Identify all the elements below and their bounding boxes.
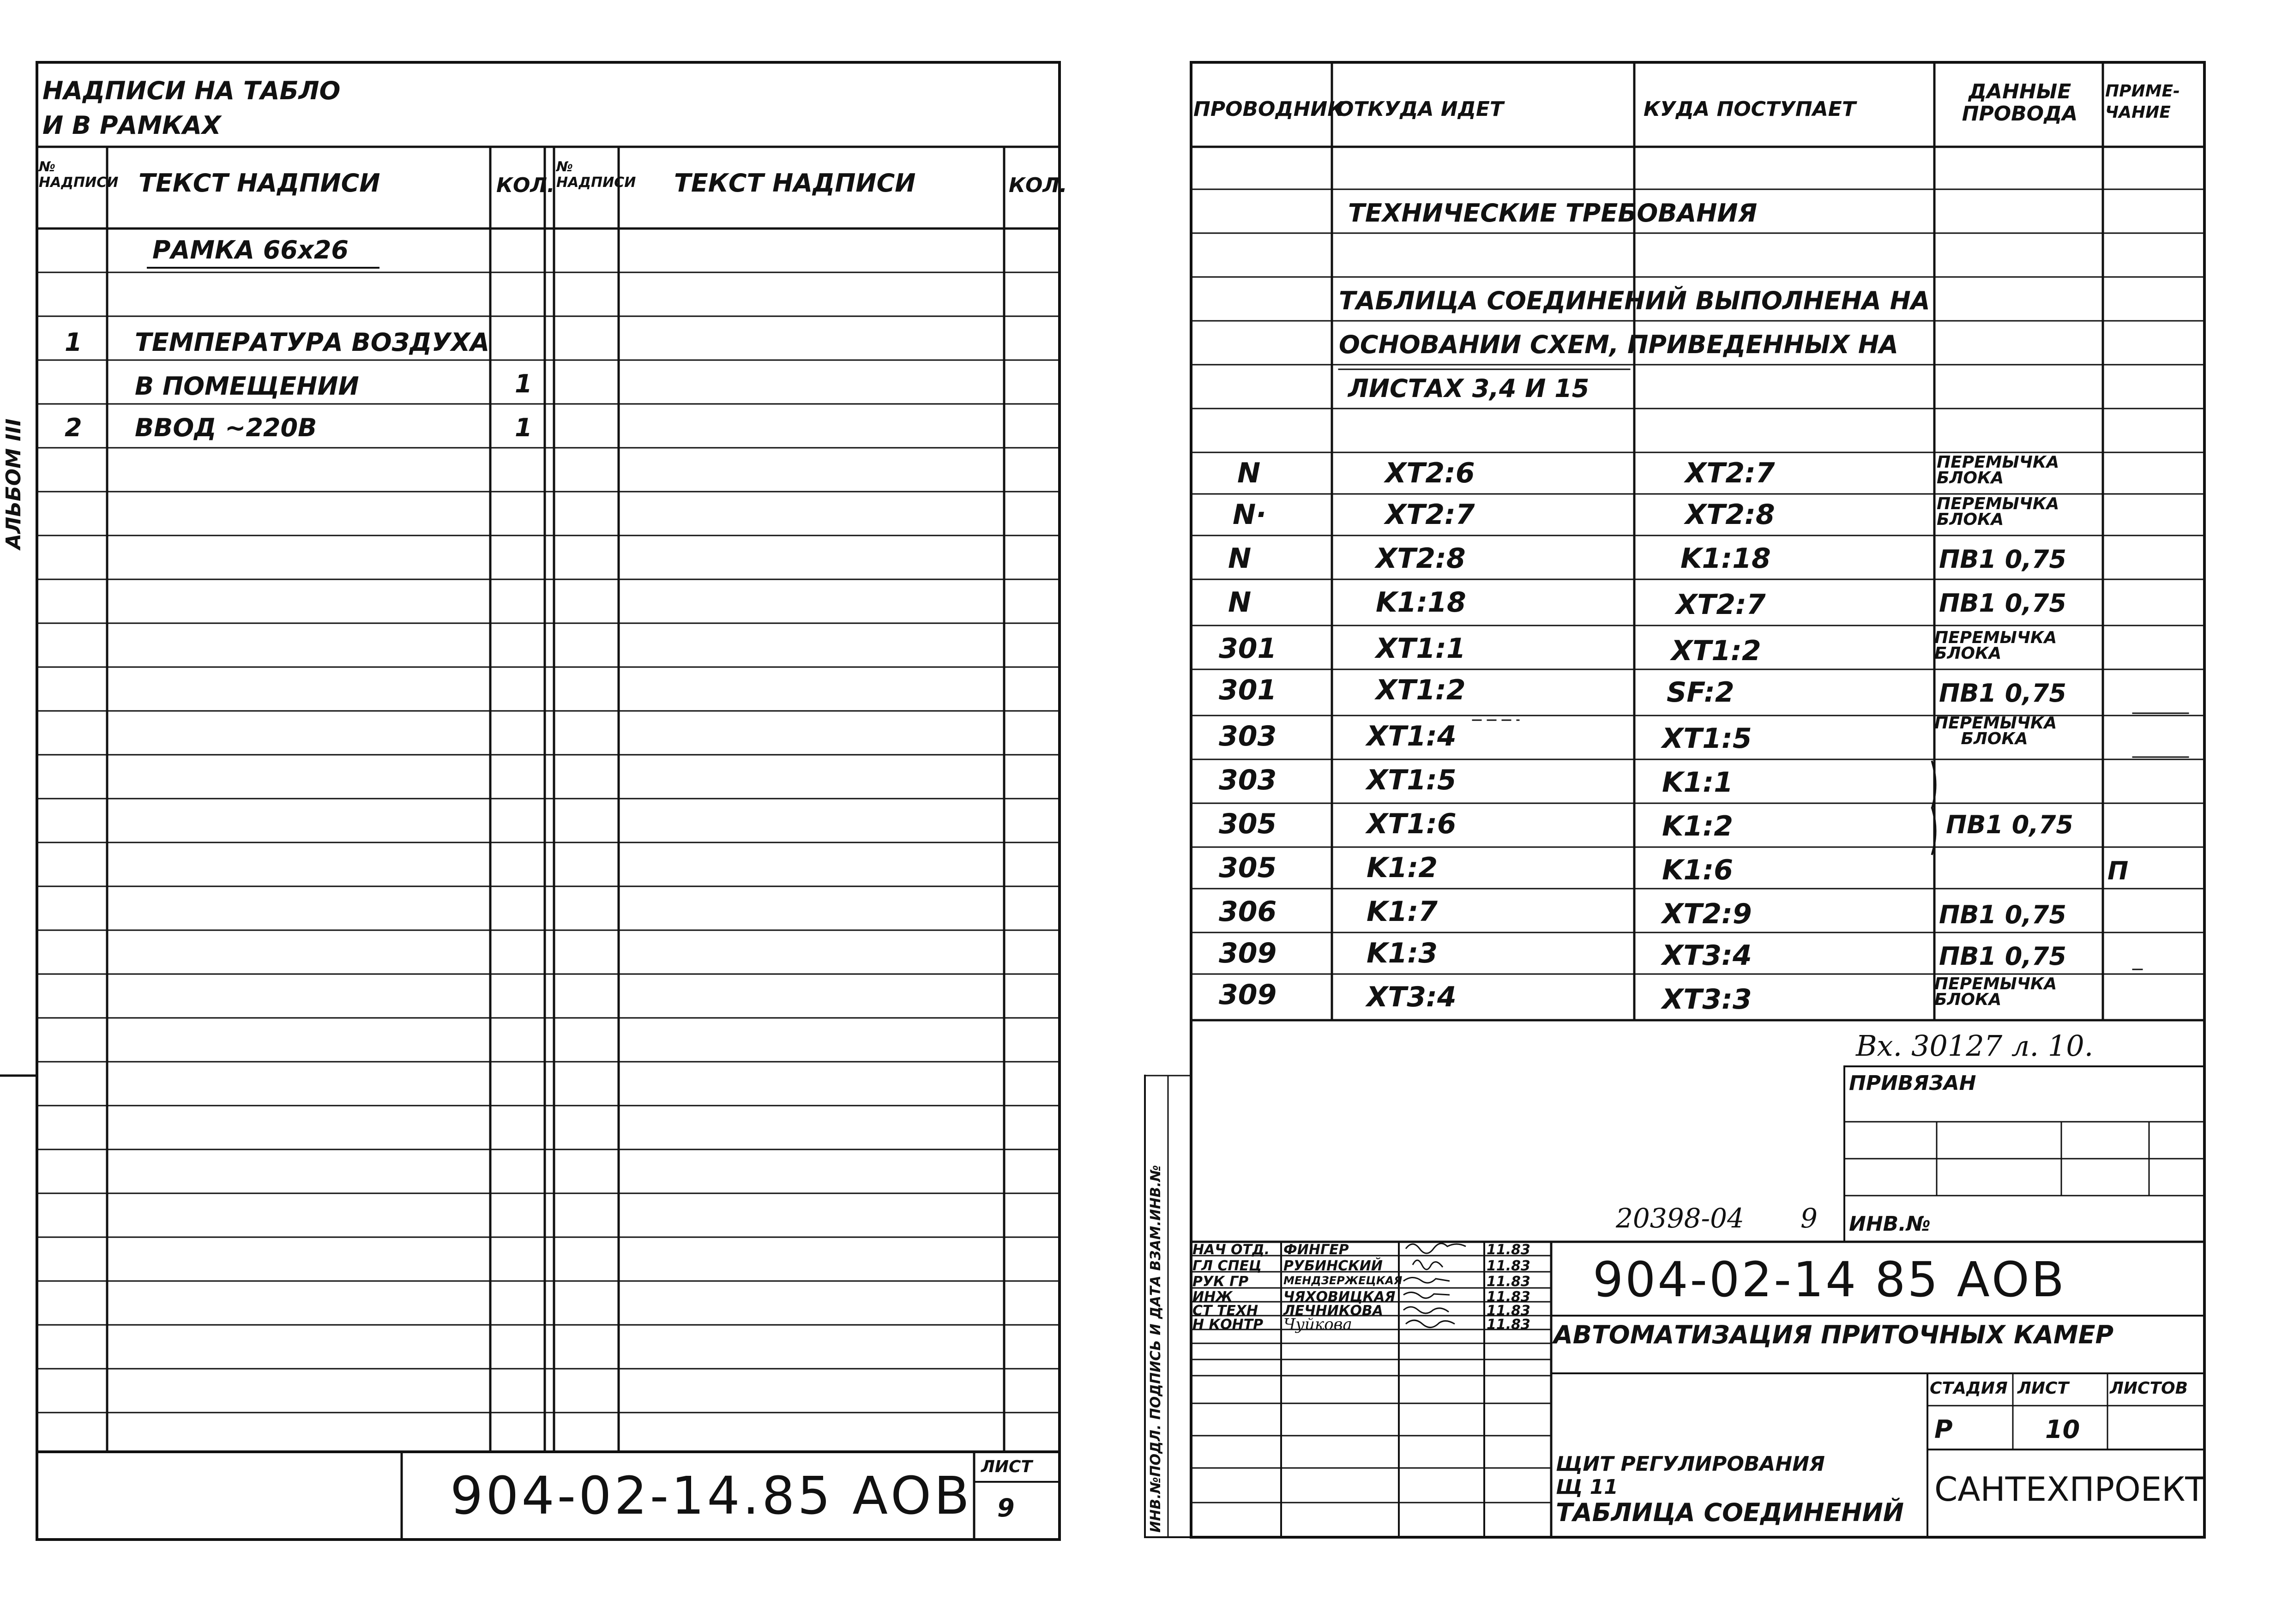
tech-req-line: ОСНОВАНИИ СХЕМ, ПРИВЕДЕННЫХ НА xyxy=(1339,330,1898,359)
left-header-line1: НАДПИСИ НА ТАБЛО xyxy=(42,76,341,105)
conn-from: K1:18 xyxy=(1376,586,1466,619)
conn-wire: 301 xyxy=(1219,674,1277,706)
sheet-header: ЛИСТ xyxy=(2017,1379,2069,1398)
col-header-data: ДАННЫЕ ПРОВОДА xyxy=(1962,80,2078,126)
conn-wire: N xyxy=(1228,542,1252,575)
stamp-sheet: 9 xyxy=(1800,1203,1818,1234)
left-row-text: РАМКА 66х26 xyxy=(152,235,349,265)
conn-data: ПВ1 0,75 xyxy=(1946,810,2073,839)
left-row-no: 2 xyxy=(65,413,82,442)
sig-date: 11.83 xyxy=(1487,1258,1530,1274)
sig-role: НАЧ ОТД. xyxy=(1192,1242,1270,1258)
sig-name: МЕНДЗЕРЖЕЦКАЯ xyxy=(1283,1274,1403,1287)
conn-wire: N· xyxy=(1233,499,1267,531)
left-sheet-no: 9 xyxy=(997,1493,1015,1522)
conn-data: ПЕРЕМЫЧКА БЛОКА xyxy=(1934,628,2057,663)
left-row-text: ТЕМПЕРАТУРА ВОЗДУХА xyxy=(135,328,490,357)
sheets-header: ЛИСТОВ xyxy=(2110,1379,2188,1398)
organization-name: САНТЕХПРОЕКТ xyxy=(1934,1470,2206,1509)
sig-role: РУК ГР xyxy=(1192,1274,1249,1290)
conn-data: ПЕРЕМЫЧКА БЛОКА xyxy=(1934,974,2057,1009)
conn-data: ПВ1 0,75 xyxy=(1939,942,2066,971)
conn-data: ПВ1 0,75 xyxy=(1939,545,2066,574)
conn-from: XT1:4 xyxy=(1367,720,1457,752)
left-row-text: В ПОМЕЩЕНИИ xyxy=(135,372,359,401)
left-header-line2: И В РАМКАХ xyxy=(42,111,221,140)
conn-wire: 303 xyxy=(1219,720,1277,752)
sig-role: Н КОНТР xyxy=(1192,1317,1264,1333)
stage-value: Р xyxy=(1934,1415,1953,1444)
conn-wire: N xyxy=(1237,457,1261,489)
tech-req-title: ТЕХНИЧЕСКИЕ ТРЕБОВАНИЯ xyxy=(1348,198,1758,228)
col-header-no: № НАДПИСИ xyxy=(39,159,119,191)
stamp-number: 20398-04 xyxy=(1616,1203,1744,1234)
conn-to: K1:6 xyxy=(1662,854,1733,886)
tech-req-line: ТАБЛИЦА СОЕДИНЕНИЙ ВЫПОЛНЕНА НА xyxy=(1339,286,1930,315)
conn-wire: 306 xyxy=(1219,896,1277,928)
col-header-to: КУДА ПОСТУПАЕТ xyxy=(1644,97,1856,121)
sig-name: ЛЕЧНИКОВА xyxy=(1283,1303,1383,1319)
conn-data: ПЕРЕМЫЧКА БЛОКА xyxy=(1934,714,2057,748)
conn-wire: 305 xyxy=(1219,852,1277,884)
conn-wire: 309 xyxy=(1219,979,1277,1011)
conn-wire: 305 xyxy=(1219,808,1277,840)
conn-to: XT3:4 xyxy=(1662,939,1752,972)
drawing-title-2: Щ 11 xyxy=(1556,1475,1618,1499)
conn-from: XT2:8 xyxy=(1376,542,1466,575)
conn-wire: 309 xyxy=(1219,937,1277,969)
left-row-qty: 1 xyxy=(515,369,532,398)
conn-wire: 301 xyxy=(1219,632,1277,665)
left-doc-code: 904-02-14.85 АОВ xyxy=(450,1466,972,1526)
conn-to: K1:1 xyxy=(1662,766,1733,799)
privyazan-label: ПРИВЯЗАН xyxy=(1849,1071,1976,1095)
conn-from: XT2:6 xyxy=(1385,457,1475,489)
conn-from: XT3:4 xyxy=(1367,981,1457,1013)
sig-date: 11.83 xyxy=(1487,1317,1530,1333)
project-title: АВТОМАТИЗАЦИЯ ПРИТОЧНЫХ КАМЕР xyxy=(1553,1320,2114,1349)
handwritten-ref: Вх. 30127 л. 10. xyxy=(1856,1029,2094,1063)
sig-date: 11.83 xyxy=(1487,1289,1530,1305)
conn-to: XT2:7 xyxy=(1685,457,1775,489)
sig-date: 11.83 xyxy=(1487,1303,1530,1319)
conn-data: ПВ1 0,75 xyxy=(1939,589,2066,618)
left-row-text: ВВОД ~220В xyxy=(135,413,317,442)
col-header-note: ПРИМЕ-ЧАНИЕ xyxy=(2105,82,2180,122)
sig-name: РУБИНСКИЙ xyxy=(1283,1258,1383,1274)
sig-role: СТ ТЕХН xyxy=(1192,1303,1258,1319)
sig-role: ГЛ СПЕЦ xyxy=(1192,1258,1262,1274)
conn-to: XT2:8 xyxy=(1685,499,1775,531)
sheet-no-value: 10 xyxy=(2045,1415,2080,1444)
conn-wire: 303 xyxy=(1219,764,1277,796)
conn-to: SF:2 xyxy=(1667,676,1734,709)
left-row-no: 1 xyxy=(65,328,82,357)
drawing-title-3: ТАБЛИЦА СОЕДИНЕНИЙ xyxy=(1556,1498,1904,1527)
conn-data: ПВ1 0,75 xyxy=(1939,900,2066,929)
drawing-title-1: ЩИТ РЕГУЛИРОВАНИЯ xyxy=(1556,1452,1825,1476)
side-strip-label: ИНВ.№ПОДЛ. ПОДПИСЬ И ДАТА ВЗАМ.ИНВ.№ xyxy=(1148,1165,1164,1533)
conn-to: K1:2 xyxy=(1662,810,1733,842)
conn-from: XT1:6 xyxy=(1367,808,1457,840)
conn-to: XT1:2 xyxy=(1671,635,1761,667)
right-doc-code: 904-02-14 85 АОВ xyxy=(1593,1251,2066,1308)
col-header-text-2: ТЕКСТ НАДПИСИ xyxy=(674,168,916,198)
conn-from: K1:3 xyxy=(1367,937,1438,969)
conn-to: XT1:5 xyxy=(1662,722,1752,755)
conn-data: ПВ1 0,75 xyxy=(1939,679,2066,708)
conn-wire: N xyxy=(1228,586,1252,619)
sig-name: ЧЯХОВИЦКАЯ xyxy=(1283,1289,1396,1305)
conn-note: П xyxy=(2107,856,2129,885)
col-header-qty: КОЛ. xyxy=(496,174,555,197)
sig-date: 11.83 xyxy=(1487,1242,1530,1258)
conn-from: XT1:5 xyxy=(1367,764,1457,796)
col-header-wire: ПРОВОДНИК xyxy=(1193,97,1344,121)
left-row-qty: 1 xyxy=(515,413,532,442)
conn-from: K1:2 xyxy=(1367,852,1438,884)
sig-name: Чуйкова xyxy=(1283,1315,1352,1334)
inv-label: ИНВ.№ xyxy=(1849,1212,1931,1236)
col-header-from: ОТКУДА ИДЕТ xyxy=(1337,97,1504,121)
col-header-no-2: № НАДПИСИ xyxy=(556,159,636,191)
sig-date: 11.83 xyxy=(1487,1274,1530,1290)
conn-to: XT3:3 xyxy=(1662,983,1752,1016)
conn-data: ПЕРЕМЫЧКА БЛОКА xyxy=(1937,453,2059,487)
sig-role: ИНЖ xyxy=(1192,1289,1233,1305)
left-sheet-label: ЛИСТ xyxy=(981,1457,1033,1476)
conn-to: K1:18 xyxy=(1680,542,1771,575)
stage-header: СТАДИЯ xyxy=(1930,1379,2008,1398)
tech-req-line: ЛИСТАХ 3,4 И 15 xyxy=(1348,374,1590,403)
conn-from: K1:7 xyxy=(1367,896,1438,928)
album-side-label: АЛЬБОМ III xyxy=(2,418,25,549)
sig-name: ФИНГЕР xyxy=(1283,1242,1349,1258)
col-header-text: ТЕКСТ НАДПИСИ xyxy=(138,168,380,198)
col-header-qty-2: КОЛ. xyxy=(1009,174,1067,197)
conn-from: XT1:1 xyxy=(1376,632,1466,665)
conn-data: ПЕРЕМЫЧКА БЛОКА xyxy=(1937,494,2059,529)
conn-to: XT2:9 xyxy=(1662,898,1752,930)
conn-to: XT2:7 xyxy=(1676,589,1766,621)
conn-from: XT2:7 xyxy=(1385,499,1475,531)
conn-from: XT1:2 xyxy=(1376,674,1466,706)
